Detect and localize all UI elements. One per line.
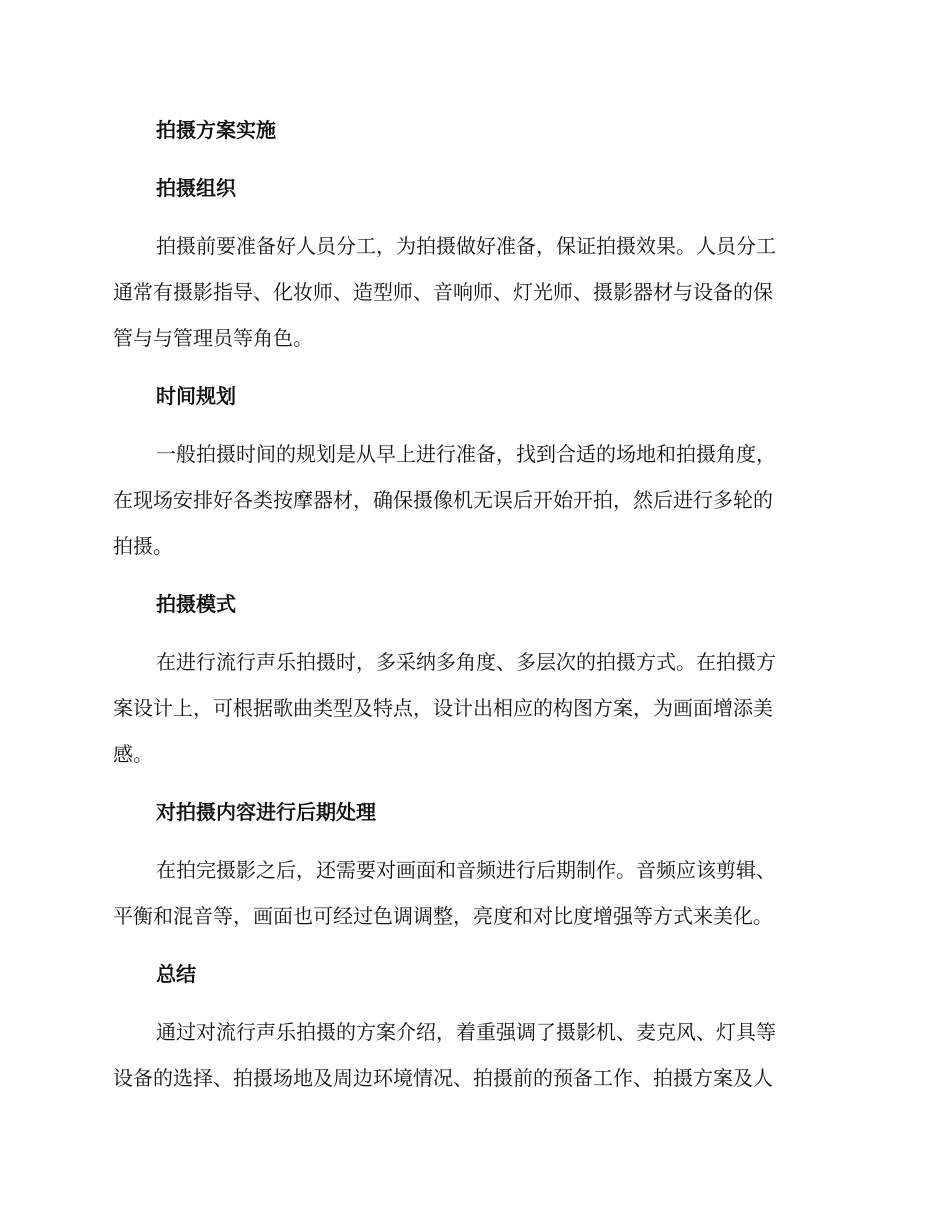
section-heading-time-planning: 时间规划 [156,384,236,408]
section-heading-implementation: 拍摄方案实施 [156,118,276,142]
paragraph-line: 平衡和混音等，画面也可经过色调调整，亮度和对比度增强等方式来美化。 [113,904,773,928]
paragraph-line: 案设计上，可根据歌曲类型及特点，设计出相应的构图方案，为画面增添美 [113,696,773,720]
paragraph-shooting-mode [113,639,833,777]
paragraph-line: 拍摄。 [113,534,173,558]
paragraph-line: 在现场安排好各类按摩器材，确保摄像机无误后开始开拍，然后进行多轮的 [113,488,773,512]
paragraph-line: 感。 [113,742,153,766]
paragraph-post-processing [113,847,833,939]
paragraph-line: 通常有摄影指导、化妆师、造型师、音响师、灯光师、摄影器材与设备的保 [113,280,773,304]
paragraph-time-planning [113,431,833,569]
paragraph-line: 管与与管理员等角色。 [113,326,313,350]
paragraph-line: 一般拍摄时间的规划是从早上进行准备，找到合适的场地和拍摄角度， [156,442,776,466]
document-page [113,107,833,1113]
paragraph-line: 设备的选择、拍摄场地及周边环境情况、拍摄前的预备工作、拍摄方案及人 [113,1066,773,1090]
paragraph-organization [113,223,833,361]
section-heading-shooting-mode: 拍摄模式 [156,592,236,616]
section-heading-summary: 总结 [156,962,196,986]
section-heading-organization: 拍摄组织 [156,176,236,200]
paragraph-line: 通过对流行声乐拍摄的方案介绍，着重强调了摄影机、麦克风、灯具等 [156,1020,776,1044]
section-heading-post-processing: 对拍摄内容进行后期处理 [156,800,376,824]
paragraph-line: 拍摄前要准备好人员分工，为拍摄做好准备，保证拍摄效果。人员分工 [156,234,776,258]
paragraph-summary [113,1009,833,1101]
paragraph-line: 在进行流行声乐拍摄时，多采纳多角度、多层次的拍摄方式。在拍摄方 [156,650,776,674]
paragraph-line: 在拍完摄影之后，还需要对画面和音频进行后期制作。音频应该剪辑、 [156,858,776,882]
